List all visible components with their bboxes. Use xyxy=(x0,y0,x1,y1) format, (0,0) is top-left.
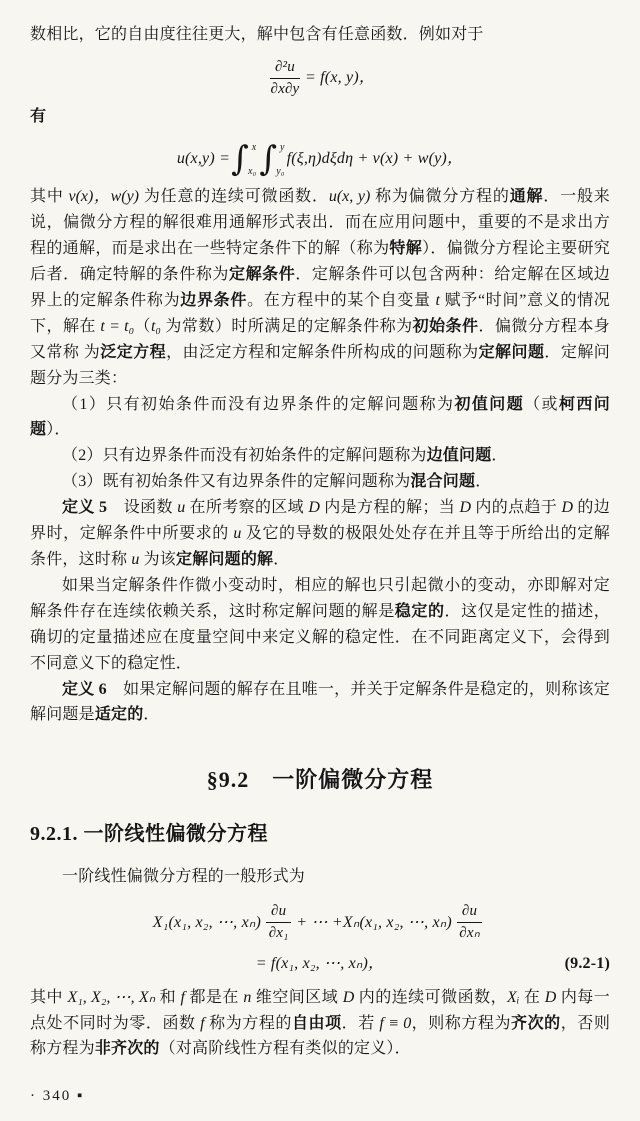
subsection-heading: 9.2.1. 一阶线性偏微分方程 xyxy=(30,822,268,845)
text-segment: ． xyxy=(273,551,290,568)
text-segment: ． xyxy=(143,706,160,724)
text-segment: ．定解条件可以包含两种：给定解在区域边界上的定解条件称为 xyxy=(30,266,610,309)
text-segment: 维空间区域 xyxy=(251,988,343,1006)
fraction xyxy=(266,902,291,943)
text-segment: ． xyxy=(491,447,508,465)
text-segment: 的边界时，定解条件中所要求的 xyxy=(30,499,610,543)
text-segment: 称为方程的 xyxy=(204,1014,292,1032)
text-segment: u xyxy=(131,551,140,568)
text-segment: D xyxy=(544,988,557,1006)
text-segment: 为任意的连续可微函数． xyxy=(139,188,329,206)
integral-limits xyxy=(276,140,284,178)
text-segment: u(x, y) xyxy=(328,188,371,206)
text-segment: 为该 xyxy=(139,551,177,568)
text-segment: 在 xyxy=(519,988,545,1006)
text-segment: 边界条件 xyxy=(180,291,248,309)
text-segment: 内是方程的解；当 xyxy=(319,499,460,517)
formula-general-solution xyxy=(30,140,610,178)
text-segment: （2）只有边界条件而没有初始条件的定解问题称为 xyxy=(62,447,427,465)
text-segment: ．定解问题分为三类： xyxy=(30,343,610,387)
text-segment: f xyxy=(200,1014,205,1032)
text-segment: 如果当定解条件作微小变动时，相应的解也只引起微小的变动，亦即解对定解条件存在连续依赖关系，这时称定解问题的解是 xyxy=(30,576,610,620)
text-segment: （或 xyxy=(524,395,559,413)
paragraph-closing xyxy=(30,985,610,1063)
integral-limits xyxy=(248,140,256,178)
text-segment: （3）既有初始条件又有边界条件的定解问题称为 xyxy=(62,473,411,491)
text-segment: 特解 xyxy=(389,240,423,258)
integral-sign-x xyxy=(231,140,257,178)
text-segment: 如果定解问题的解存在且唯一，并关于定解条件是稳定的，则称该定解问题是 xyxy=(30,680,610,724)
paragraph-definition-5 xyxy=(30,495,610,573)
text-segment: ．偏微分方程本身又常称 为 xyxy=(30,317,610,361)
text-segment: 混合问题 xyxy=(410,473,476,491)
integral-lower-limit: y₀ xyxy=(276,166,285,178)
text-segment: （对高阶线性方程有类似的定义）． xyxy=(159,1040,411,1058)
integral-icon: ∫ xyxy=(231,139,250,180)
text-segment: 齐次的 xyxy=(511,1014,561,1032)
text-segment: 泛定方程 xyxy=(100,343,167,361)
formula-term2: Xₙ(x₁, x₂, ⋯, xₙ) xyxy=(342,913,452,931)
text-segment: 。在方程中的某个自变量 xyxy=(247,291,436,309)
paragraph-linear-intro: 一阶线性偏微分方程的一般形式为 xyxy=(62,868,306,886)
page-number: · 340 ▪ xyxy=(30,1088,85,1105)
paragraph-general-solution xyxy=(30,184,610,391)
text-segment: Xᵢ xyxy=(507,988,520,1006)
text-segment: 自由项 xyxy=(291,1014,342,1032)
integral-upper-limit: y xyxy=(279,142,285,154)
list-item-mixed-problem xyxy=(30,469,610,495)
text-segment: t xyxy=(435,291,440,309)
text-segment: 边值问题 xyxy=(426,447,492,465)
integral-icon: ∫ xyxy=(259,139,278,180)
text-segment: ． xyxy=(475,473,492,491)
formula-mixed-partial xyxy=(30,58,610,99)
text-segment: D xyxy=(561,499,574,517)
text-segment: D xyxy=(459,499,472,517)
text-segment: 定解条件 xyxy=(228,266,296,284)
have-word: 有 xyxy=(30,108,47,126)
integral-upper-limit: x xyxy=(251,142,257,154)
formula-rhs: = f(x, y)， xyxy=(304,69,376,87)
text-segment: 和 xyxy=(155,988,181,1006)
text-segment: 及它的导数的极限处处存在并且等于所给出的定解条件，这时称 xyxy=(30,525,610,568)
formula-term1: X₁(x₁, x₂, ⋯, xₙ) xyxy=(152,913,261,931)
text-segment: n xyxy=(243,988,252,1006)
text-segment: 内的点趋于 xyxy=(471,499,562,517)
text-segment: v(x)，w(y) xyxy=(68,188,139,206)
text-segment: 赋予“时间”意义的情况下，解在 xyxy=(30,291,610,335)
text-segment: t = t₀ xyxy=(100,317,135,335)
formula-9-2-1-line1 xyxy=(30,902,610,943)
text-segment: D xyxy=(308,499,320,517)
formula-line2: = f(x₁, x₂, ⋯, xₙ)， xyxy=(255,954,385,972)
text-segment: 适定的 xyxy=(94,706,144,724)
section-heading: §9.2 一阶偏微分方程 xyxy=(206,767,434,793)
paragraph-intro: 数相比，它的自由度往往更大，解中包含有任意函数．例如对于 xyxy=(30,26,484,43)
text-segment: 称为偏微分方程的 xyxy=(370,188,510,206)
text-segment: 设函数 xyxy=(107,499,178,517)
text-segment: 稳定的 xyxy=(394,602,445,620)
text-segment: 其中 xyxy=(30,188,69,206)
text-segment: ．若 xyxy=(341,1014,380,1032)
paragraph-definition-6 xyxy=(30,677,610,729)
text-segment: u xyxy=(177,499,186,517)
integral-sign-y xyxy=(259,140,285,178)
integral-lower-limit: x₀ xyxy=(248,166,257,178)
fraction-denominator: ∂xₙ xyxy=(459,925,480,942)
text-segment: ）． xyxy=(46,421,71,439)
fraction-denominator: ∂x∂y xyxy=(270,80,300,97)
text-segment: 内每一点处不同时为零．函数 xyxy=(30,988,610,1032)
list-item-initial-value-problem xyxy=(30,392,610,444)
text-segment: 定解问题 xyxy=(478,343,545,361)
text-segment: 定解问题的解 xyxy=(176,551,274,568)
text-segment: 定义 5 xyxy=(62,499,108,517)
text-segment: D xyxy=(342,988,355,1006)
text-segment: 通解 xyxy=(509,188,544,206)
formula-lhs: u(x,y) = xyxy=(176,150,231,168)
text-segment: ，否则称方程为 xyxy=(30,1014,611,1058)
formula-9-2-1-line2 xyxy=(30,951,610,977)
fraction-numerator: ∂u xyxy=(457,902,482,923)
formula-middle: + ⋯ + xyxy=(296,913,343,931)
text-segment: 柯西问题 xyxy=(30,395,610,439)
text-segment: f xyxy=(180,988,185,1006)
text-segment: 都是在 xyxy=(184,988,244,1006)
text-segment: f ≡ 0 xyxy=(379,1014,412,1032)
text-segment: ）．偏微分方程论主要研究后者．确定特解的条件称为 xyxy=(30,240,610,284)
text-segment: 为常数）时所满足的定解条件称为 xyxy=(160,317,413,335)
text-segment: 在所考察的区域 xyxy=(185,499,309,517)
fraction-numerator: ∂²u xyxy=(270,58,300,79)
text-segment: X₁, X₂, ⋯, Xₙ xyxy=(67,988,156,1006)
fraction xyxy=(270,58,300,99)
page-body xyxy=(30,22,610,1062)
text-segment: 非齐次的 xyxy=(94,1040,160,1058)
text-segment: 初值问题 xyxy=(454,395,525,413)
text-segment: ，由泛定方程和定解条件所构成的问题称为 xyxy=(166,343,479,361)
text-segment: ，则称方程为 xyxy=(411,1014,512,1032)
equation-number: (9.2-1) xyxy=(564,954,610,972)
text-segment: 其中 xyxy=(30,988,68,1006)
paragraph-stability xyxy=(30,573,610,677)
text-segment: 定义 6 xyxy=(62,680,107,698)
text-segment: 初始条件 xyxy=(412,317,479,335)
text-segment: ．一般来说，偏微分方程的解很难用通解形式表出．而在应用问题中，重要的不是求出方程的通解，而是求出在一些特定条件下的解（称为 xyxy=(30,188,610,258)
text-segment: t₀ xyxy=(150,317,161,335)
text-segment: u xyxy=(233,525,242,543)
text-segment: （1）只有初始条件而没有边界条件的定解问题称为 xyxy=(62,395,455,413)
list-item-boundary-value-problem xyxy=(30,443,610,469)
formula-integrand: f(ξ,η)dξdη + v(x) + w(y)， xyxy=(286,150,464,168)
text-segment: ．这仅是定性的描述，确切的定量描述应在度量空间中来定义解的稳定性．在不同距离定义下，会得到不同意义下的稳定性． xyxy=(30,602,610,672)
fraction-denominator: ∂x₁ xyxy=(268,925,289,942)
fraction xyxy=(457,902,482,943)
text-segment: （ xyxy=(134,317,151,335)
text-segment: 内的连续可微函数， xyxy=(354,988,508,1006)
formula-9-2-1 xyxy=(30,902,610,976)
fraction-numerator: ∂u xyxy=(266,902,291,923)
